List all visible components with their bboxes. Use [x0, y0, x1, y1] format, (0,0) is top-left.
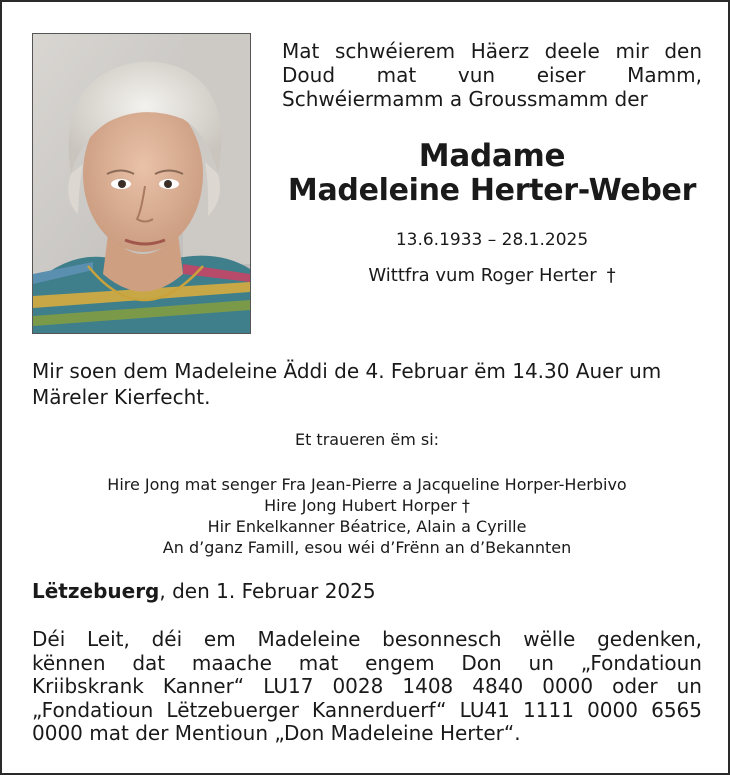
intro-text — [282, 39, 702, 111]
donation-line: kënnen dat maache mat engem Don un „Fondatioun — [32, 650, 702, 675]
widow-of-text: Wittfra vum Roger Herter — [368, 265, 597, 286]
life-dates: 13.6.1933 – 28.1.2025 — [395, 230, 589, 250]
donation-line: 0000 mat der Mentioun „Don Madeleine Herter“. — [32, 721, 521, 745]
intro-line: Schwéiermamm a Groussmamm der — [282, 87, 648, 111]
portrait-photo — [32, 33, 251, 334]
donation-line: „Fondatioun Lëtzebuerger Kannerduerf“ LU41 1111 0000 6565 — [32, 697, 702, 722]
place-date-line — [32, 579, 702, 603]
place-city: Lëtzebuerg — [32, 579, 160, 603]
intro-line: Doud mat vun eiser Mamm, — [282, 63, 702, 87]
donation-line: Kriibskrank Kanner“ LU17 0028 1408 4840 0000 oder un — [32, 674, 702, 698]
family-member: An d’ganz Famill, esou wéi d’Frënn an d’Bekannten — [162, 538, 572, 557]
family-member: Hire Jong Hubert Horper † — [264, 496, 470, 515]
widow-of-line — [272, 265, 712, 286]
mourners-heading: Et traueren ëm si: — [294, 430, 440, 449]
donation-text — [32, 628, 702, 746]
honorific-title: Madame — [418, 138, 566, 174]
funeral-announcement: Mir soen dem Madeleine Äddi de 4. Februar ëm 14.30 Auer um Märeler Kierfecht. — [32, 359, 662, 409]
family-member: Hir Enkelkanner Béatrice, Alain a Cyrille — [207, 517, 527, 536]
donation-line: Déi Leit, déi em Madeleine besonnesch wëlle gedenken, — [32, 627, 702, 651]
place-date: , den 1. Februar 2025 — [159, 579, 376, 603]
family-list — [32, 474, 702, 558]
deceased-name: Madeleine Herter-Weber — [287, 173, 697, 208]
intro-line: Mat schwéierem Häerz deele mir den — [282, 39, 702, 63]
family-member: Hire Jong mat senger Fra Jean-Pierre a Jacqueline Horper-Herbivo — [107, 475, 627, 494]
cross-icon: † — [606, 265, 616, 286]
